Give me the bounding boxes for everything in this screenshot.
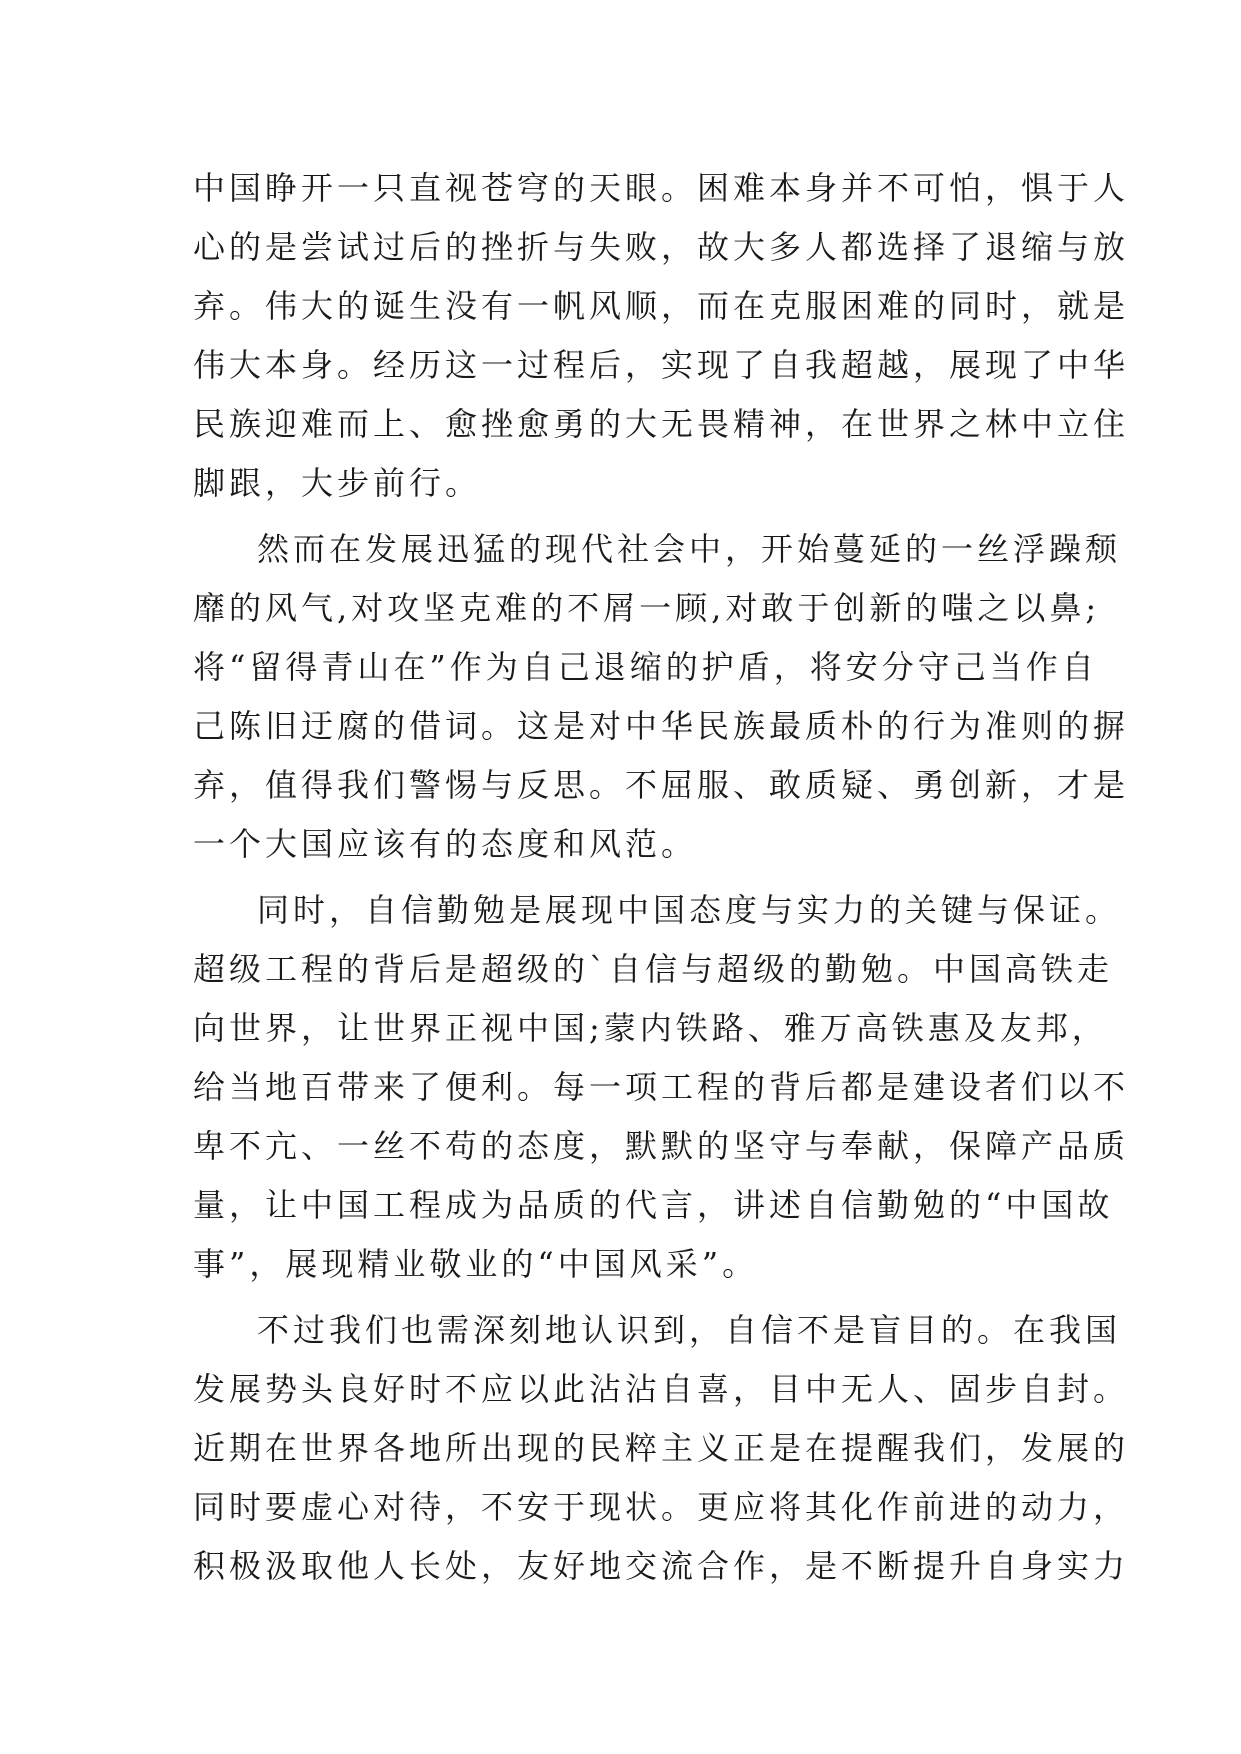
text-line: 给当地百带来了便利。每一项工程的背后都是建设者们以不 — [193, 1068, 1130, 1106]
text-line: 中国睁开一只直视苍穹的天眼。困难本身并不可怕，惧于人 — [193, 169, 1130, 207]
text-line: 近期在世界各地所出现的民粹主义正是在提醒我们，发展的 — [193, 1429, 1130, 1467]
text-line: 不过我们也需深刻地认识到，自信不是盲目的。在我国 — [257, 1311, 1122, 1349]
text-line: 一个大国应该有的态度和风范。 — [193, 825, 698, 863]
text-line: 同时要虚心对待，不安于现状。更应将其化作前进的动力， — [193, 1488, 1130, 1526]
text-line: 同时，自信勤勉是展现中国态度与实力的关键与保证。 — [257, 891, 1122, 929]
paragraph-gap — [193, 1294, 1073, 1301]
paragraph-gap — [193, 513, 1073, 520]
text-line: 心的是尝试过后的挫折与失败，故大多人都选择了退缩与放 — [193, 228, 1130, 266]
text-line: 量，让中国工程成为品质的代言，讲述自信勤勉的“中国故 — [193, 1186, 1114, 1224]
body-text — [193, 159, 1130, 1596]
text-line: 向世界，让世界正视中国;蒙内铁路、雅万高铁惠及友邦， — [193, 1009, 1108, 1047]
text-line: 弃。伟大的诞生没有一帆风顺，而在克服困难的同时，就是 — [193, 287, 1130, 325]
paragraph-gap — [193, 874, 1073, 881]
text-line: 弃，值得我们警惕与反思。不屈服、敢质疑、勇创新，才是 — [193, 766, 1130, 804]
text-line: 靡的风气,对攻坚克难的不屑一顾,对敢于创新的嗤之以鼻; — [193, 589, 1101, 627]
text-line: 伟大本身。经历这一过程后，实现了自我超越，展现了中华 — [193, 346, 1130, 384]
text-line: 事”，展现精业敬业的“中国风采”。 — [193, 1245, 759, 1283]
text-line: 发展势头良好时不应以此沾沾自喜，目中无人、固步自封。 — [193, 1370, 1130, 1408]
text-line: 积极汲取他人长处，友好地交流合作，是不断提升自身实力 — [193, 1547, 1130, 1585]
text-line: 民族迎难而上、愈挫愈勇的大无畏精神，在世界之林中立住 — [193, 405, 1130, 443]
text-line: 卑不亢、一丝不苟的态度，默默的坚守与奉献，保障产品质 — [193, 1127, 1130, 1165]
text-line: 超级工程的背后是超级的`自信与超级的勤勉。中国高铁走 — [193, 950, 1114, 988]
text-line: 己陈旧迂腐的借词。这是对中华民族最质朴的行为准则的摒 — [193, 707, 1130, 745]
text-line: 然而在发展迅猛的现代社会中，开始蔓延的一丝浮躁颓 — [257, 530, 1122, 568]
text-line: 脚跟，大步前行。 — [193, 464, 482, 502]
text-line: 将“留得青山在”作为自己退缩的护盾，将安分守己当作自 — [193, 648, 1098, 686]
